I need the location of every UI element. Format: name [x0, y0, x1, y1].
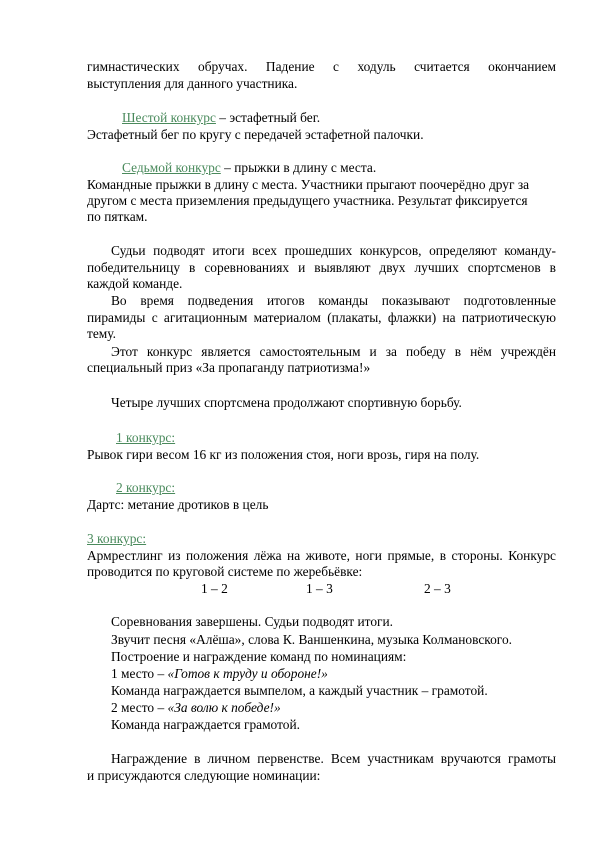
place-2-nomination: «За волю к победе!» [167, 700, 281, 715]
contest-1-description: Рывок гири весом 16 кг из положения стоя, ноги врозь, гиря на полу. [87, 447, 480, 462]
paragraph-line: по пяткам. [87, 209, 148, 224]
paragraph-line: тему. [87, 326, 116, 341]
paragraph-line: специальный приз «За пропаганду патриотизма!» [87, 360, 371, 375]
paragraph-line: Звучит песня «Алёша», слова К. Ваншенкина, музыка Колмановского. [111, 632, 512, 647]
contest-6-heading: Шестой конкурс [122, 110, 216, 125]
contest-7-heading: Седьмой конкурс [122, 160, 221, 175]
paragraph-line: победительницу в соревнованиях и выявляют двух лучших спортсменов в [87, 260, 556, 275]
contest-7-name: – прыжки в длину с места. [220, 160, 377, 175]
paragraph-line: Построение и награждение команд по номинациям: [111, 649, 407, 664]
place-1-nomination: «Готов к труду и обороне!» [167, 666, 328, 681]
paragraph-line: и присуждаются следующие номинации: [87, 768, 321, 783]
contest-6-title [122, 110, 320, 126]
place-1-prefix: 1 место – [111, 666, 168, 681]
paragraph-line: другом с места приземления предыдущего участника. Результат фиксируется [87, 193, 528, 208]
paragraph-line: Команда награждается грамотой. [111, 717, 300, 732]
contest-6-name: – эстафетный бег. [215, 110, 321, 125]
match-pair: 1 – 3 [306, 581, 333, 596]
paragraph-line: Этот конкурс является самостоятельным и за победу в нём учреждён [111, 344, 556, 359]
contest-7-title [122, 160, 376, 176]
paragraph-line: выступления для данного участника. [87, 76, 298, 91]
paragraph-line: Награждение в личном первенстве. Всем участникам вручаются грамоты [111, 751, 556, 766]
paragraph-line: Соревнования завершены. Судьи подводят итоги. [111, 614, 394, 629]
paragraph-line: Командные прыжки в длину с места. Участники прыгают поочерёдно друг за [87, 177, 530, 192]
contest-2-heading: 2 конкурс: [116, 480, 176, 495]
paragraph-line: гимнастических обручах. Падение с ходуль считается окончанием [87, 59, 556, 74]
paragraph-line: пирамиды с агитационным материалом (плакаты, флажки) на патриотическую [87, 310, 556, 325]
paragraph-line: проводится по круговой системе по жеребьёвке: [87, 564, 363, 579]
contest-6-description: Эстафетный бег по кругу с передачей эстафетной палочки. [87, 127, 424, 142]
paragraph-line: Армрестлинг из положения лёжа на животе, ноги прямые, в стороны. Конкурс [87, 548, 556, 563]
paragraph-line: каждой команде. [87, 276, 183, 291]
contest-1-heading: 1 конкурс: [116, 430, 176, 445]
match-pair: 1 – 2 [201, 581, 228, 596]
match-pair: 2 – 3 [424, 581, 451, 596]
contest-3-heading: 3 конкурс: [87, 531, 147, 546]
paragraph-line: Судьи подводят итоги всех прошедших конкурсов, определяют команду- [111, 243, 556, 258]
place-1-line [111, 666, 328, 682]
contest-2-description: Дартс: метание дротиков в цель [87, 497, 269, 512]
place-2-line [111, 700, 281, 716]
paragraph-line: Четыре лучших спортсмена продолжают спортивную борьбу. [111, 395, 462, 410]
paragraph-line: Во время подведения итогов команды показывают подготовленные [111, 293, 556, 308]
place-2-prefix: 2 место – [111, 700, 168, 715]
paragraph-line: Команда награждается вымпелом, а каждый участник – грамотой. [111, 683, 488, 698]
